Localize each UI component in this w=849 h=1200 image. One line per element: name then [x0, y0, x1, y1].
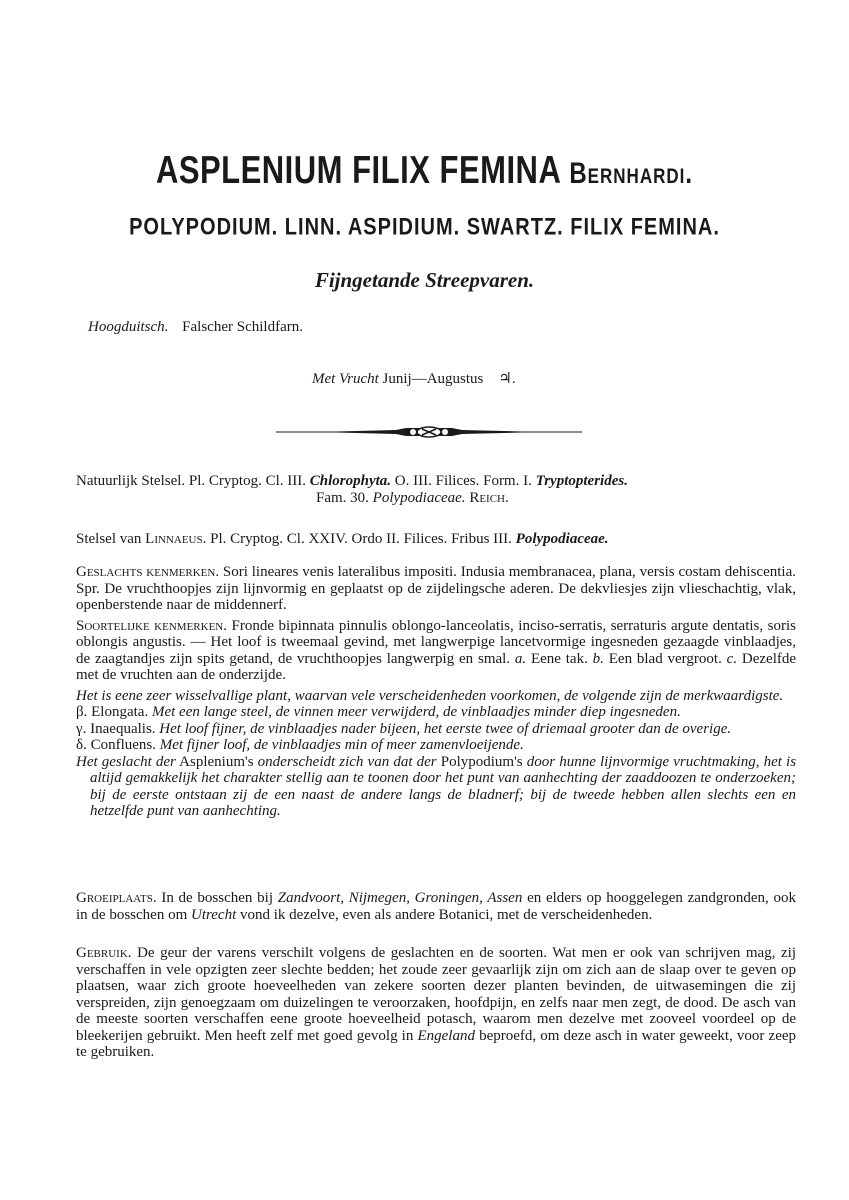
species-characters: [76, 618, 796, 684]
species-dutch: Het loof is tweemaal gevind, met langwerpige lancetvormige ingesneden gezaagde vinblaadjes, de zaagtandjes zijn spits getand, de vruchthoopjes langwerpig en smal.: [76, 634, 796, 667]
figure-c-label: c.: [726, 650, 738, 667]
varieties-intro: Het is eene zeer wisselvallige plant, waarvan vele verscheidenheden voorkomen, de volgende zijn de merkwaardigste.: [76, 687, 784, 704]
use-text-1: De geur der varens verschilt volgens de geslachten en de soorten. Wat men er ook van schrijven mag, zij verschaffen in vele opzigten zeer slechte bedden; het zoude zeer gevaarlijk zijn om zich aan de slaap over te geven op plaatsen, waar zich groote hoeveelheden van zekere soorten dezer planten bevinden, de uitwasemingen die zij verspreiden, zijn genoegzaam om duizelingen te veroorzaken, hoofdpijn, en zelfs naar men zegt, de dood. De asch van de meeste soorten verschaffen eene groote hoeveelheid potasch, waarom men dezelve met zooveel voordeel op de bleekerijen gebruikt. Men heeft zelf met goed gevolg in: [76, 945, 797, 1044]
variety-beta-symbol: β.: [76, 704, 88, 720]
description-section: [76, 564, 796, 820]
note-genus-1: Asplenium's: [179, 753, 254, 770]
variety-delta-symbol: δ.: [76, 737, 87, 753]
natural-author: Reich.: [469, 489, 509, 506]
variety-delta-text: Met fijner loof, de vinblaadjes min of meer zamenvloeijende.: [159, 737, 524, 753]
fruiting-period: [312, 369, 516, 388]
use-place: Engeland: [417, 1027, 475, 1044]
genus-note: [76, 754, 796, 820]
figure-c-text: Dezelfde met de vruchten aan de onderzijde.: [76, 650, 797, 683]
title-species: ASPLENIUM FILIX FEMINA: [155, 148, 561, 192]
natural-system: [76, 473, 796, 506]
use-text-2: beproefd, om deze asch in water geweekt, voor zeep te gebruiken.: [76, 1027, 797, 1060]
german-label: Hoogduitsch.: [88, 319, 169, 335]
use-section: [76, 945, 796, 1061]
habitat-text-1: In de bosschen bij: [161, 890, 273, 906]
german-name-line: [88, 319, 303, 336]
habitat-label: Groeiplaats.: [76, 890, 157, 906]
variety-gamma-text: Het loof fijner, de vinblaadjes nader bijeen, het eerste twee of driemaal grooter dan de overige.: [159, 720, 732, 737]
species-latin: Fronde bipinnata pinnulis oblongo-lanceolatis, inciso-serratis, serraturis argute dentatis, soris oblongis angustis. —: [76, 617, 796, 650]
linnaeus-name: Linnaeus.: [145, 531, 207, 547]
habitat-section: [76, 890, 796, 923]
variety-gamma: [76, 721, 796, 738]
genus-characters: [76, 564, 796, 614]
variety-delta: [76, 737, 796, 754]
habitat-place-utrecht: Utrecht: [190, 906, 237, 923]
variety-beta: [76, 704, 796, 721]
genus-dutch: De vruchthoopjes zijn lijnvormig en geplaatst op de zijdelingsche aderen. De dekvliesjes zijn vlieschachtig, vlak, openberstende naar de middennerf.: [76, 580, 796, 613]
natural-class: Chlorophyta.: [309, 473, 392, 489]
genus-label: Geslachts kenmerken.: [76, 564, 220, 580]
genus-latin: Sori lineares venis lateralibus impositi. Indusia membranacea, plana, versis costam dehiscentia. Spr.: [76, 564, 796, 597]
habitat-places: Zandvoort, Nijmegen, Groningen, Assen: [277, 890, 523, 906]
ornamental-divider: [276, 425, 582, 439]
note-part-2: onderscheidt zich van dat der: [257, 753, 437, 770]
page-title: [0, 148, 849, 193]
linnaeus-system: [76, 531, 796, 548]
note-part-1: Het geslacht der: [76, 753, 176, 770]
fruit-period: Junij—Augustus: [382, 371, 484, 387]
german-name: Falscher Schildfarn.: [182, 319, 303, 335]
linnaeus-class: Pl. Cryptog. Cl. XXIV. Ordo II. Filices. Fribus III.: [210, 531, 512, 547]
variety-beta-text: Met een lange steel, de vinnen meer verwijderd, de vinblaadjes minder diep ingesneden.: [151, 704, 681, 720]
natural-form: Tryptopterides.: [535, 473, 628, 489]
variety-delta-name: Confluens.: [90, 737, 156, 753]
linnaeus-family: Polypodiaceae.: [515, 531, 609, 547]
habitat-text-2: en elders op hooggelegen zandgronden, ook in de bosschen om: [76, 890, 797, 923]
linnaeus-label: Stelsel van: [76, 531, 142, 547]
title-author: Bernhardi.: [569, 156, 694, 191]
figure-b-label: b.: [592, 650, 604, 667]
use-label: Gebruik.: [76, 945, 132, 961]
note-genus-2: Polypodium's: [440, 753, 523, 770]
dutch-common-name: Fijngetande Streepvaren.: [314, 268, 535, 292]
figure-b-text: Een blad vergroot.: [608, 650, 722, 667]
habitat-text-3: vond ik dezelve, even als andere Botanici, met de verscheidenheden.: [240, 906, 653, 923]
variety-gamma-symbol: γ.: [76, 720, 87, 737]
variety-beta-name: Elongata.: [91, 704, 149, 720]
figure-a-label: a.: [514, 650, 527, 667]
fruit-label: Met Vrucht: [312, 371, 379, 387]
natural-system-text: Natuurlijk Stelsel. Pl. Cryptog. Cl. III.: [76, 473, 306, 489]
perennial-symbol: ♃.: [498, 371, 516, 387]
natural-order: O. III. Filices. Form. I.: [394, 473, 532, 489]
natural-family: Polypodiaceae.: [372, 489, 466, 506]
figure-a-text: Eene tak.: [530, 650, 588, 667]
species-label: Soortelijke kenmerken.: [76, 617, 227, 634]
synonyms-line: POLYPODIUM. LINN. ASPIDIUM. SWARTZ. FILIX FEMINA.: [129, 214, 720, 241]
variety-gamma-name: Inaequalis.: [90, 720, 156, 737]
note-part-3: door hunne lijnvormige vruchtmaking, het is altijd gemakkelijk het charakter stellig aan te toonen door het punt van aanhechting der zaaddoozen te onderzoeken; bij de eerste ontstaan zij de een naast de andere langs de bladnerf; bij de tweede hebben allen slechts een en hetzelfde punt van aanhechting.: [90, 753, 797, 819]
natural-family-label: Fam. 30.: [316, 489, 369, 506]
